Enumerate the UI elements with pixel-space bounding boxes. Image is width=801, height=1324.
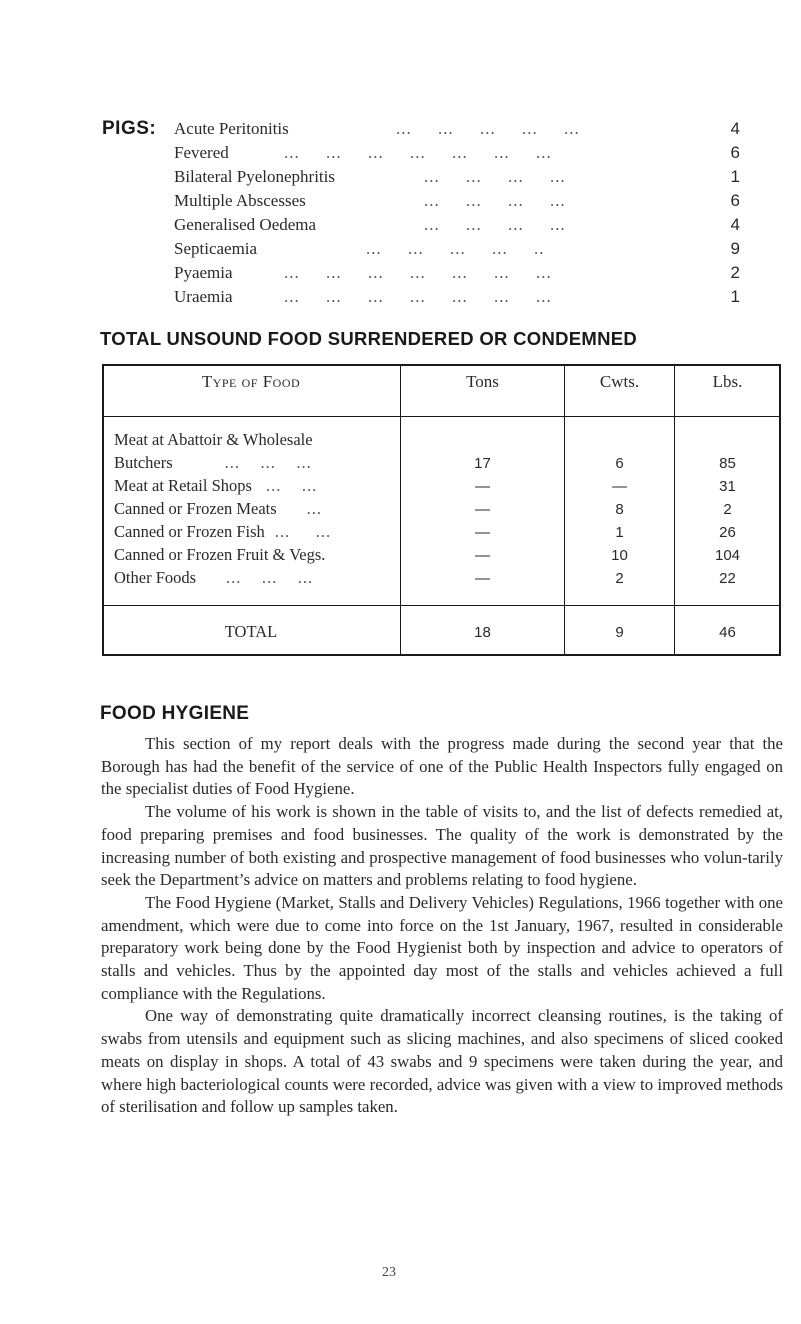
food-hygiene-heading: FOOD HYGIENE	[100, 703, 250, 724]
cell-tons: —	[475, 501, 490, 518]
pig-condition-row	[174, 263, 740, 285]
table-title: TOTAL UNSOUND FOOD SURRENDERED OR CONDEMNED	[100, 328, 638, 349]
leader-dots: ... ... ... ...	[424, 167, 566, 186]
food-hygiene-body	[101, 733, 783, 1119]
total-lbs: 46	[719, 624, 736, 641]
condition-count: 4	[730, 215, 740, 234]
row-label: Other Foods ... ... ...	[114, 568, 314, 587]
pig-condition-row	[174, 167, 740, 189]
cell-cwts: 2	[615, 570, 624, 587]
pig-condition-row	[174, 143, 740, 165]
condition-name: Uraemia	[174, 287, 233, 306]
row-label: Meat at Retail Shops ... ...	[114, 476, 318, 495]
paragraph: The Food Hygiene (Market, Stalls and Delivery Vehicles) Regulations, 1966 together with one amendment, which were due to come into force on the 1st January, 1967, resulted in considerable preparatory work being done by the Food Hygienist both by inspection and advice to operators of stalls and vehicles. Thus by the appointed day most of the stalls and vehicles achieved a full compliance with the Regulations.	[101, 892, 783, 1003]
condition-name: Generalised Oedema	[174, 215, 317, 234]
row-label: Canned or Frozen Meats ...	[114, 499, 323, 518]
leader-dots: ... ... ... ... ...	[396, 119, 580, 138]
pig-condition-row	[174, 119, 740, 141]
cell-cwts: 6	[615, 455, 624, 472]
cell-lbs: 31	[719, 478, 736, 495]
pigs-heading: PIGS:	[102, 118, 157, 139]
cell-tons: —	[475, 547, 490, 564]
cell-cwts: 1	[615, 524, 624, 541]
cell-tons: 17	[474, 455, 491, 472]
pig-condition-row	[174, 287, 740, 309]
condition-count: 2	[730, 263, 740, 282]
condition-count: 6	[730, 143, 740, 162]
paragraph: One way of demonstrating quite dramatically incorrect cleansing routines, is the taking of swabs from utensils and equipment such as slicing machines, and also specimens of sliced cooked meats on display in shops. A total of 43 swabs and 9 specimens were taken during the year, and where high bacteriological counts were recorded, advice was given with a view to improved methods of sterilisation and follow up samples taken.	[101, 1006, 783, 1117]
cell-tons: —	[475, 524, 490, 541]
leader-dots: ... ... ... ... ... ... ...	[284, 287, 552, 306]
cell-lbs: 22	[719, 570, 736, 587]
cell-cwts: —	[612, 478, 627, 495]
leader-dots: ... ... ... ... ..	[366, 239, 545, 258]
header-cwts: Cwts.	[599, 372, 640, 391]
table-top-rule	[102, 364, 781, 366]
header-lbs: Lbs.	[712, 372, 743, 391]
cell-lbs: 85	[719, 455, 736, 472]
condition-name: Bilateral Pyelonephritis	[174, 167, 335, 186]
leader-dots: ... ... ... ... ... ... ...	[284, 143, 552, 162]
leader-dots: ... ... ... ...	[424, 215, 566, 234]
pig-condition-row	[174, 191, 740, 213]
condition-count: 4	[730, 119, 740, 138]
condition-count: 9	[730, 239, 740, 258]
row-label-line2: Butchers	[114, 453, 173, 472]
cell-tons: —	[475, 570, 490, 587]
condition-count: 1	[730, 287, 740, 306]
paragraph: This section of my report deals with the progress made during the second year that the Borough has had the benefit of the service of one of the Public Health Inspectors fully engaged on the specialist duties of Food Hygiene.	[101, 734, 783, 799]
header-type-of-food: Type of Food	[201, 372, 301, 391]
condition-name: Acute Peritonitis	[174, 119, 289, 138]
page-number: 23	[382, 1265, 396, 1280]
pig-condition-row	[174, 215, 740, 237]
leader-dots: ... ... ... ... ... ... ...	[284, 263, 552, 282]
table-left-rule	[102, 364, 104, 656]
cell-cwts: 10	[611, 547, 628, 564]
cell-tons: —	[475, 478, 490, 495]
row-label: Canned or Frozen Fish ... ...	[114, 522, 332, 541]
row-label: Canned or Frozen Fruit & Vegs.	[114, 545, 326, 564]
condition-name: Fevered	[174, 143, 229, 162]
cell-lbs: 2	[723, 501, 732, 518]
row-label: Butchers ... ... ...	[114, 453, 312, 472]
condition-name: Septicaemia	[174, 239, 258, 258]
pig-condition-row	[174, 239, 740, 261]
condition-name: Pyaemia	[174, 263, 233, 282]
condition-count: 1	[730, 167, 740, 186]
cell-lbs: 26	[719, 524, 736, 541]
header-divider	[102, 416, 781, 417]
paragraph: The volume of his work is shown in the table of visits to, and the list of defects remedied at, food preparing premises and food businesses. The quality of the work is demonstrated by the increasing number of both existing and prospective management of food businesses who volun-tarily seek the Department’s advice on matters and problems relating to food hygiene.	[101, 802, 783, 890]
total-cwts: 9	[615, 624, 624, 641]
cell-lbs: 104	[714, 547, 741, 564]
condition-name: Multiple Abscesses	[174, 191, 306, 210]
row-label: Meat at Abattoir & Wholesale	[114, 430, 313, 449]
leader-dots: ... ... ... ...	[424, 191, 566, 210]
total-label: TOTAL	[224, 622, 278, 641]
condition-count: 6	[730, 191, 740, 210]
table-bottom-rule	[102, 654, 781, 656]
header-tons: Tons	[466, 372, 499, 391]
total-tons: 18	[474, 624, 491, 641]
total-divider	[102, 605, 781, 606]
cell-cwts: 8	[615, 501, 624, 518]
